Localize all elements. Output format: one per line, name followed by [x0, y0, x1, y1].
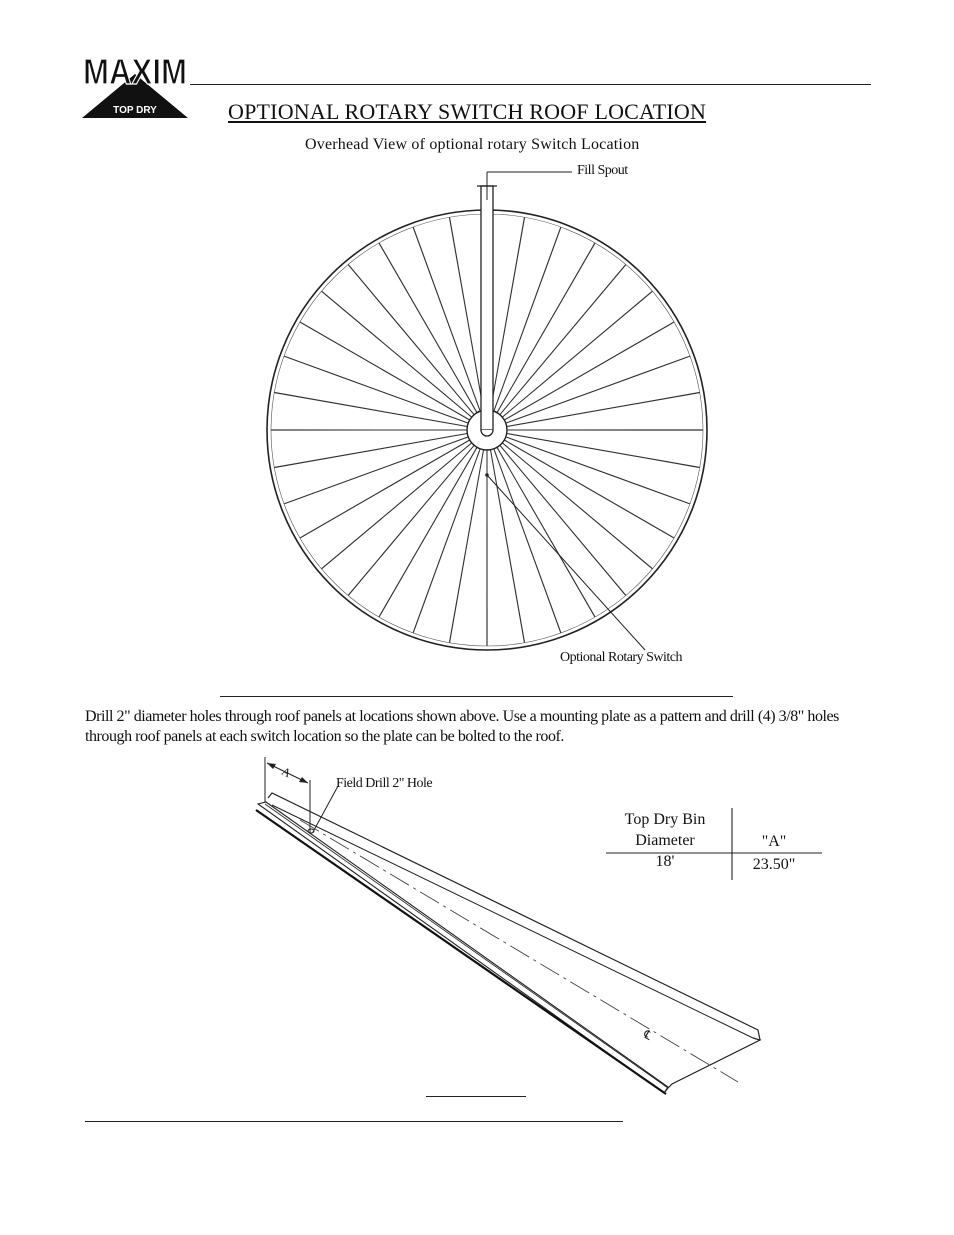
page-title: OPTIONAL ROTARY SWITCH ROOF LOCATION [228, 99, 707, 124]
roof-panel-diagram [0, 750, 954, 1110]
field-drill-leader [313, 786, 338, 832]
fill-spout [481, 186, 493, 430]
field-drill-label: Field Drill 2" Hole [336, 776, 433, 791]
table-header-diameter-line1: Top Dry Bin [624, 811, 706, 828]
section-divider [220, 696, 733, 697]
panel-left-flange [258, 802, 668, 1093]
fill-spout-label: Fill Spout [577, 163, 628, 178]
roof-panel-seam [450, 217, 484, 410]
footer-rule [85, 1121, 623, 1122]
roof-panel-seam [348, 264, 474, 414]
figure-underline [426, 1096, 526, 1097]
instructions-text: Drill 2" diameter holes through roof panels at locations shown above. Use a mounting plate as a pattern and drill (4) 3/8" holes through roof panels at each switch location so the plate can be bolted to the roof. [85, 708, 839, 745]
maxim-top-dry-logo [82, 52, 188, 120]
panel-end [668, 1038, 760, 1088]
roof-panel-seam [507, 393, 700, 427]
roof-panel-seam [321, 443, 471, 569]
rotary-switch-label: Optional Rotary Switch [560, 650, 682, 665]
roof-panel-seam [490, 450, 524, 643]
table-cell-a: 23.50" [752, 856, 796, 873]
roof-panel-seam [500, 445, 626, 595]
dimension-a-label: A [279, 763, 294, 781]
roof-panel-seam [507, 434, 700, 468]
page-subtitle: Overhead View of optional rotary Switch Location [305, 136, 640, 153]
roof-panel-seam [502, 291, 652, 417]
roof-panel-seam [274, 433, 467, 467]
roof-panel-seam [500, 265, 626, 415]
roof-panel-seam [348, 445, 474, 595]
centerline-symbol: ℄ [641, 1026, 655, 1043]
logo-tagline: TOP DRY [113, 105, 157, 116]
panel-left-edge [256, 810, 666, 1094]
roof-panel-seam [449, 450, 483, 643]
roof-panel-seam [491, 217, 525, 410]
table-cell-diameter: 18' [655, 853, 675, 870]
table-header-diameter-line2: Diameter [635, 832, 695, 849]
roof-panel-seam [502, 443, 652, 569]
table-header-a: "A" [761, 833, 787, 850]
logo-brand: MAXIM [83, 51, 187, 92]
panel-right-flange [268, 793, 760, 1040]
roof-panel-seam [274, 392, 467, 426]
overhead-roof-diagram [0, 160, 954, 680]
roof-panel-seam [322, 291, 472, 417]
header-rule [190, 84, 871, 85]
